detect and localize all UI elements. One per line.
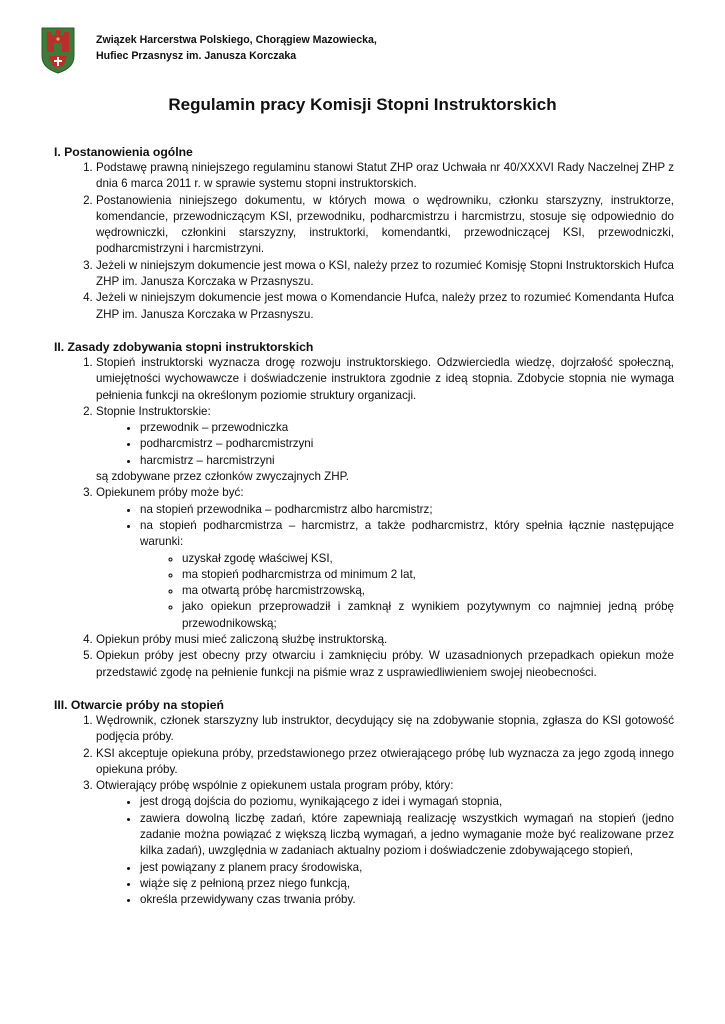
list-item: 4. Opiekun próby musi mieć zaliczoną służbę instruktorską. [96, 632, 674, 648]
list-item [96, 485, 674, 632]
sub-bullet-item: ◦ jako opiekun przeprowadził i zamknął z wynikiem pozytywnym co najmniej jedną próbę przewodnikowską; [182, 599, 674, 632]
list-item-text: Opiekunem próby może być: [96, 486, 244, 500]
list-item: 3. Jeżeli w niniejszym dokumencie jest mowa o KSI, należy przez to rozumieć Komisję Stopni Instruktorskich Hufca ZHP im. Janusza Korczaka w Przasnyszu. [96, 258, 674, 291]
bullet-list [96, 420, 674, 469]
bullet-item: • jest drogą dojścia do poziomu, wynikającego z idei i wymagań stopnia, [140, 794, 674, 810]
bullet-item [140, 518, 674, 632]
sub-bullet-item: ◦ ma stopień podharcmistrza od minimum 2 lat, [182, 567, 674, 583]
list-item: 1. Wędrownik, członek starszyzny lub instruktor, decydujący się na zdobywanie stopnia, zgłasza do KSI gotowość podjęcia próby. [96, 713, 674, 746]
list-item [96, 404, 674, 485]
sub-bullet-item: ◦ uzyskał zgodę właściwej KSI, [182, 551, 674, 567]
list-item [96, 778, 674, 908]
list-item: 5. Opiekun próby jest obecny przy otwarciu i zamknięciu próby. W uzasadnionych przepadkach opiekun może przedstawić zgodę na pełnienie funkcji na piśmie wraz z usprawiedliwieniem swojej nieobecności. [96, 648, 674, 681]
section-2-list [54, 355, 674, 681]
page-title: Regulamin pracy Komisji Stopni Instruktorskich [168, 95, 557, 114]
section-heading: III. Otwarcie próby na stopień [54, 697, 224, 712]
list-item: 1. Podstawę prawną niniejszego regulaminu stanowi Statut ZHP oraz Uchwała nr 40/XXXVI Rady Naczelnej ZHP z dnia 6 marca 2011 r. w sprawie systemu stopni instruktorskich. [96, 160, 674, 193]
bullet-item: • określa przewidywany czas trwania próby. [140, 892, 674, 908]
bullet-item: • zawiera dowolną liczbę zadań, które zapewniają realizację wszystkich wymagań na stopień (jedno zadanie można powiązać z większą liczbą wymagań, a jedno wymaganie może być realizowane przez kilka zadań), uwzględnia w zadaniach aktualny poziom i doświadczenie zdobywającego stopień, [140, 811, 674, 860]
section-1-list [54, 160, 674, 323]
zhp-coat-of-arms-icon [40, 26, 76, 74]
list-item: 4. Jeżeli w niniejszym dokumencie jest mowa o Komendancie Hufca, należy przez to rozumieć Komendanta Hufca ZHP im. Janusza Korczaka w Przasnyszu. [96, 290, 674, 323]
bullet-item: • przewodnik – przewodniczka [140, 420, 674, 436]
organization-line-1: Związek Harcerstwa Polskiego, Chorągiew Mazowiecka, [96, 34, 377, 46]
section-heading: II. Zasady zdobywania stopni instruktorskich [54, 339, 314, 354]
sub-bullet-list [140, 551, 674, 632]
bullet-item: • podharcmistrz – podharcmistrzyni [140, 436, 674, 452]
section-heading: I. Postanowienia ogólne [54, 145, 193, 159]
sub-bullet-item: ◦ ma otwartą próbę harcmistrzowską, [182, 583, 674, 599]
bullet-item: • harcmistrz – harcmistrzyni [140, 453, 674, 469]
list-item: 2. Postanowienia niniejszego dokumentu, w których mowa o wędrowniku, członku starszyzny, instruktorze, komendancie, przewodniczącym KSI, przewodniku, podharcmistrzu i harcmistrzu, stosuje się odpowiednio do wędrowniczki, członkini starszyzny, instruktorki, komendantki, przewodniczącej KSI, przewodniczki, podharcmistrzyni i harcmistrzyni. [96, 193, 674, 258]
bullet-item: • na stopień przewodnika – podharcmistrz albo harcmistrz; [140, 502, 674, 518]
bullet-item: • jest powiązany z planem pracy środowiska, [140, 860, 674, 876]
list-item: 1. Stopień instruktorski wyznacza drogę rozwoju instruktorskiego. Odzwierciedla wiedzę, dojrzałość społeczną, umiejętności wychowawcze i doświadczenie instruktora zgodnie z ideą stopnia. Zdobycie stopnia nie wymaga pełnienia funkcji na określonym poziomie struktury organizacji. [96, 355, 674, 404]
list-item-text: Stopnie Instruktorskie: [96, 404, 211, 418]
document-body [54, 144, 674, 908]
section-3-list [54, 713, 674, 909]
bullet-item-text: na stopień podharcmistrza – harcmistrz, a także podharcmistrz, który spełnia łącznie następujące warunki: [140, 518, 674, 549]
bullet-item: • wiąże się z pełnioną przez niego funkcją, [140, 876, 674, 892]
organization-header [96, 32, 377, 64]
bullet-list [96, 794, 674, 908]
list-item-text: są zdobywane przez członków zwyczajnych ZHP. [96, 470, 350, 484]
list-item: 2. KSI akceptuje opiekuna próby, przedstawionego przez otwierającego próbę lub wyznacza za jego zgodą innego opiekuna próby. [96, 746, 674, 779]
bullet-list [96, 502, 674, 632]
organization-line-2: Hufiec Przasnysz im. Janusza Korczaka [96, 50, 297, 62]
list-item-text: Otwierający próbę wspólnie z opiekunem ustala program próby, który: [96, 779, 454, 793]
